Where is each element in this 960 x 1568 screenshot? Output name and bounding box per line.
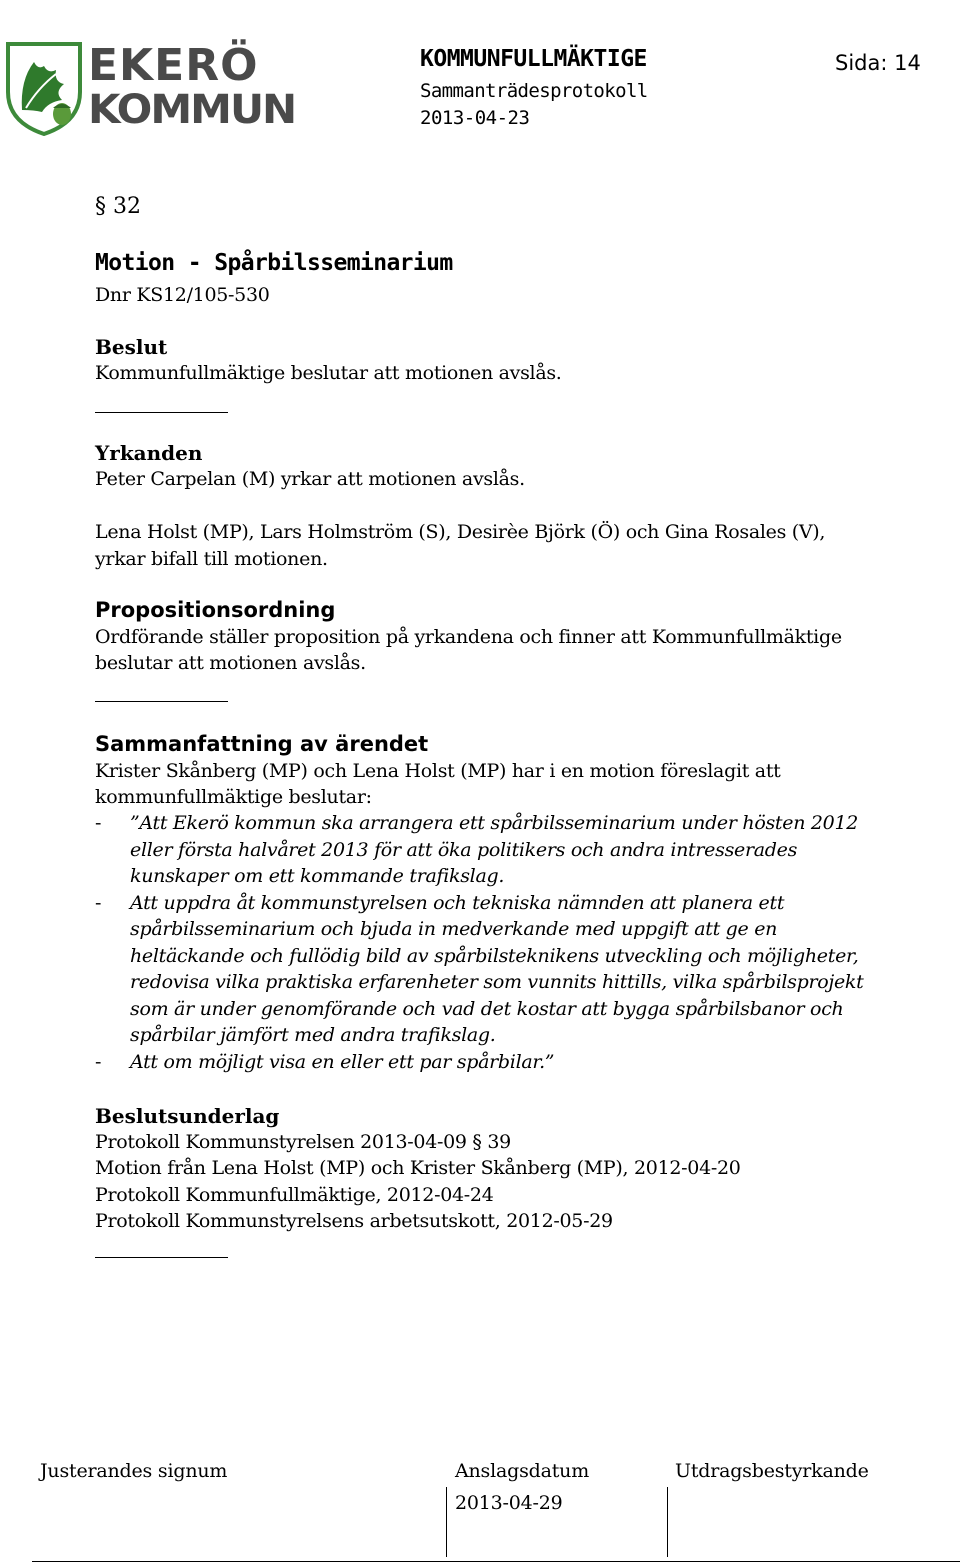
footer-anslagsdatum-value: 2013-04-29 [455,1492,563,1514]
oak-leaf-shield-icon [4,40,84,136]
sammanfattning-heading: Sammanfattning av ärendet [95,732,429,756]
matter-title: Motion - Spårbilsseminarium [95,250,453,276]
beslutsunderlag-item: Protokoll Kommunfullmäktige, 2012-04-24 [95,1184,494,1206]
beslutsunderlag-item: Motion från Lena Holst (MP) och Krister Skånberg (MP), 2012-04-20 [95,1157,741,1179]
propositionsordning-heading: Propositionsordning [95,598,336,622]
bullet-line: kunskaper om ett kommande trafikslag. [130,865,505,887]
bullet-dash: - [95,812,102,834]
section-divider [95,1257,228,1258]
bullet-line: spårbilsseminarium och bjuda in medverkande med uppgift att ge en [130,918,778,940]
footer-anslagsdatum-label: Anslagsdatum [455,1460,590,1482]
footer-utdrag-label: Utdragsbestyrkande [675,1460,869,1482]
dnr-reference: Dnr KS12/105-530 [95,284,270,306]
beslutsunderlag-heading: Beslutsunderlag [95,1104,280,1128]
footer-signum-label: Justerandes signum [40,1460,228,1482]
bullet-line: ”Att Ekerö kommun ska arrangera ett spårbilsseminarium under hösten 2012 [130,812,859,834]
bullet-line: Att om möjligt visa en eller ett par spårbilar.” [130,1051,555,1073]
yrkanden-heading: Yrkanden [95,441,203,465]
section-divider [95,412,228,413]
document-organ-title: KOMMUNFULLMÄKTIGE [420,46,647,72]
bullet-line: Att uppdra åt kommunstyrelsen och tekniska nämnden att planera ett [130,892,785,914]
sammanfattning-intro-line: kommunfullmäktige beslutar: [95,786,372,808]
beslutsunderlag-item: Protokoll Kommunstyrelsens arbetsutskott, 2012-05-29 [95,1210,613,1232]
yrkanden-line: Lena Holst (MP), Lars Holmström (S), Desirèe Björk (Ö) och Gina Rosales (V), [95,521,826,543]
bullet-line: heltäckande och fullödig bild av spårbilsteknikens utveckling och möjligheter, [130,945,859,967]
bullet-dash: - [95,892,102,914]
footer-divider [446,1487,447,1557]
section-divider [95,701,228,702]
logo-text-kommun: KOMMUN [88,86,296,133]
propositionsordning-line: Ordförande ställer proposition på yrkandena och finner att Kommunfullmäktige [95,626,842,648]
bullet-dash: - [95,1051,102,1073]
ekero-kommun-logo [0,40,296,140]
beslut-text: Kommunfullmäktige beslutar att motionen avslås. [95,362,562,384]
paragraph-number: § 32 [95,194,141,219]
sammanfattning-intro-line: Krister Skånberg (MP) och Lena Holst (MP) har i en motion föreslagit att [95,760,781,782]
bullet-line: redovisa vilka praktiska erfarenheter som vunnits hittills, vilka spårbilsprojekt [130,971,864,993]
bullet-line: spårbilar jämfört med andra trafikslag. [130,1024,496,1046]
page-number: Sida: 14 [835,51,921,75]
footer-baseline [32,1561,960,1562]
yrkanden-line: yrkar bifall till motionen. [95,548,328,570]
document-type: Sammanträdesprotokoll [420,80,648,102]
bullet-line: eller första halvåret 2013 för att öka politikers och andra intresserades [130,839,798,861]
footer-divider [667,1487,668,1557]
logo-text-ekero: EKERÖ [88,40,259,91]
yrkanden-line: Peter Carpelan (M) yrkar att motionen avslås. [95,468,525,490]
meeting-date: 2013-04-23 [420,107,530,129]
beslutsunderlag-item: Protokoll Kommunstyrelsen 2013-04-09 § 39 [95,1131,511,1153]
bullet-line: som är under genomförande och vad det kostar att bygga spårbilsbanor och [130,998,844,1020]
beslut-heading: Beslut [95,335,168,359]
propositionsordning-line: beslutar att motionen avslås. [95,652,366,674]
